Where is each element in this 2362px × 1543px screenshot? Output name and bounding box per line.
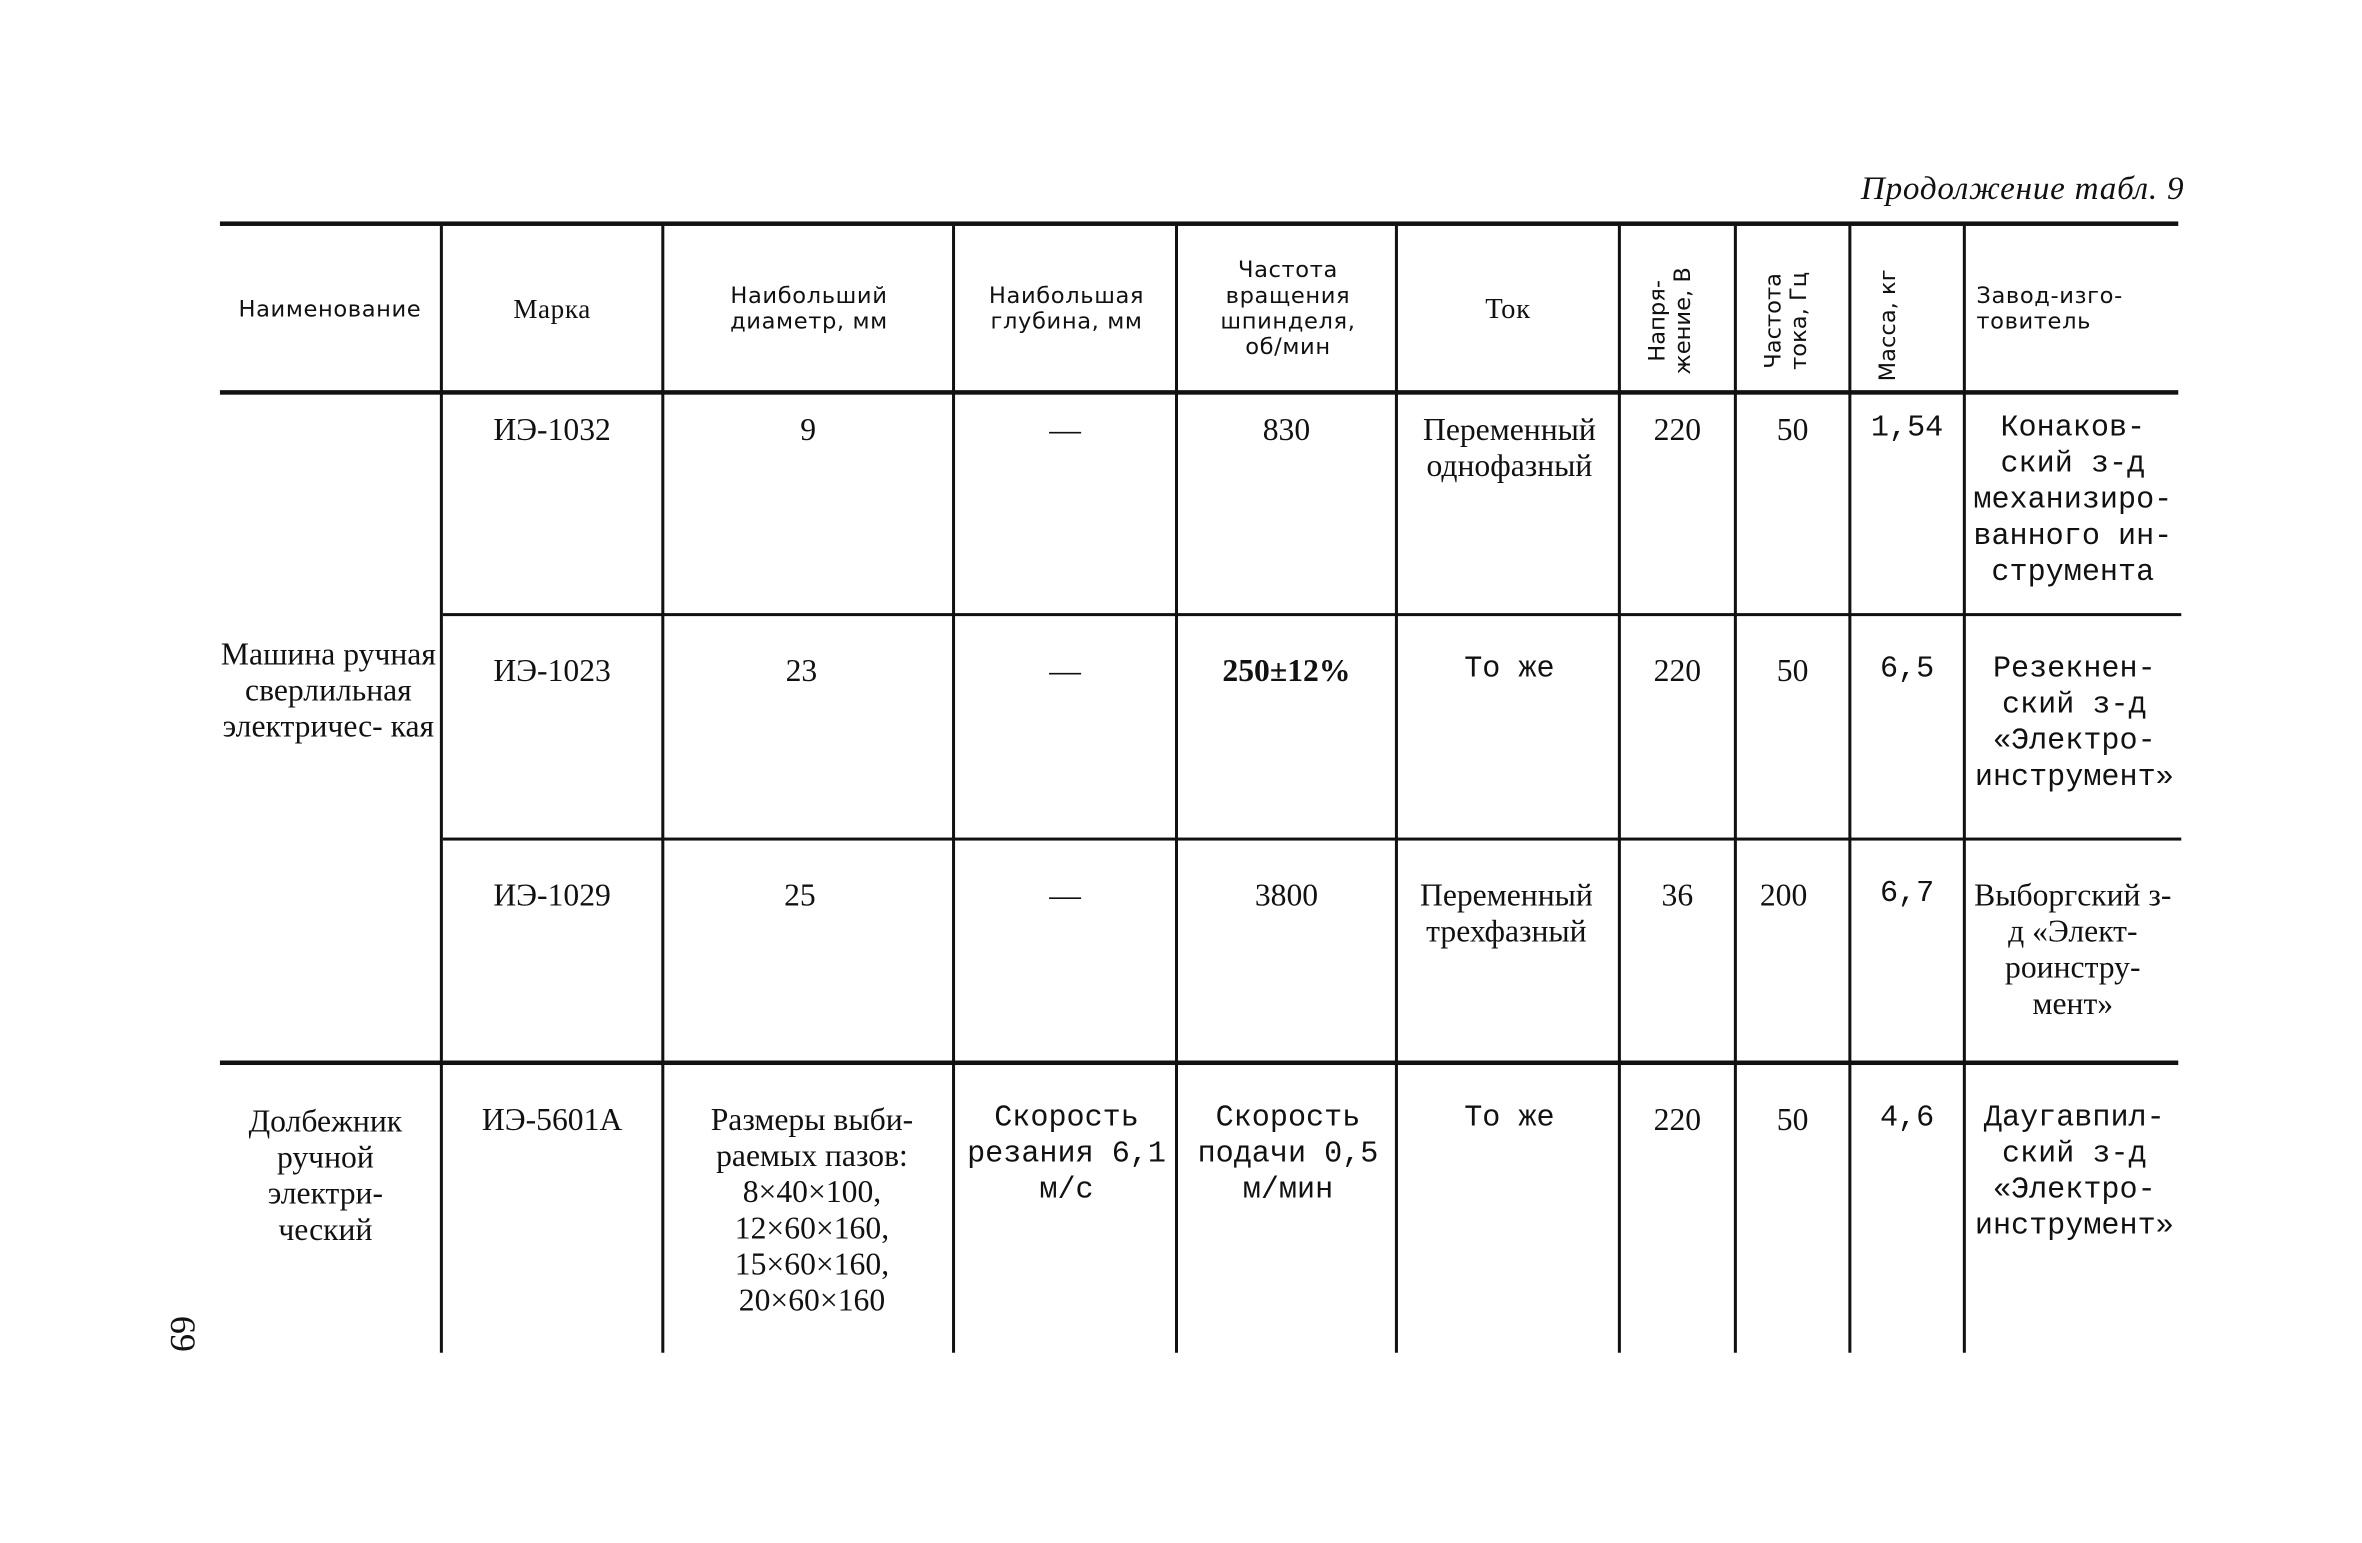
cell-frequency: 200: [1759, 876, 1808, 913]
column-divider: [1734, 226, 1737, 1353]
column-divider: [1848, 226, 1851, 1353]
cell-brand: ИЭ-1023: [493, 652, 611, 689]
header-depth: Наибольшая глубина, мм: [988, 281, 1145, 335]
group-name: Долбежник ручной электри- ческий: [248, 1102, 403, 1248]
header-diameter: Наибольший диаметр, мм: [730, 281, 888, 335]
header-mass: Масса, кг: [1873, 269, 1902, 382]
cell-mass: 6,5: [1879, 652, 1935, 687]
cell-depth: —: [1049, 652, 1081, 689]
header-frequency: Частота тока, Гц: [1759, 271, 1813, 370]
cell-brand: ИЭ-1029: [493, 876, 611, 913]
group-divider: [220, 1061, 2178, 1066]
cell-depth: —: [1049, 411, 1081, 448]
cell-depth: —: [1049, 876, 1081, 913]
header-current: Ток: [1485, 292, 1531, 325]
cell-voltage: 36: [1661, 876, 1694, 913]
group-name: Машина ручная сверлильная электричес- кая: [220, 635, 436, 745]
cell-mass: 4,6: [1879, 1101, 1935, 1136]
column-divider: [661, 226, 664, 1353]
header-speed: Частота вращения шпинделя, об/мин: [1220, 256, 1356, 361]
cell-speed: 3800: [1254, 876, 1319, 913]
cell-mass: 1,54: [1870, 411, 1944, 446]
table-top-rule: [220, 221, 2178, 226]
cell-speed: 830: [1262, 411, 1311, 448]
cell-diameter: Размеры выби- раемых пазов: 8×40×100, 12×60×160, 15×60×160, 20×60×160: [710, 1101, 914, 1319]
cell-current: То же: [1464, 1101, 1555, 1136]
cell-speed: 250±12%: [1222, 652, 1351, 689]
row-divider: [443, 838, 2181, 841]
cell-frequency: 50: [1776, 652, 1809, 689]
cell-current: Переменный однофазный: [1422, 411, 1596, 484]
header-voltage: Напря- жение, В: [1643, 267, 1697, 375]
cell-maker: Конаков- ский з-д механизиро- ванного ин- струмента: [1973, 411, 2173, 591]
cell-speed: Скорость подачи 0,5 м/мин: [1197, 1101, 1379, 1209]
cell-voltage: 220: [1653, 652, 1702, 689]
cell-diameter: 25: [784, 876, 816, 913]
cell-maker: Даугавпил- ский з-д «Электро- инструмент»: [1974, 1101, 2174, 1245]
table-caption: Продолжение табл. 9: [1860, 168, 2185, 207]
cell-frequency: 50: [1776, 1101, 1809, 1138]
column-divider: [440, 226, 443, 1353]
cell-frequency: 50: [1776, 411, 1809, 448]
cell-diameter: 23: [785, 652, 818, 689]
column-divider: [1963, 226, 1966, 1353]
column-divider: [1618, 226, 1621, 1353]
header-brand: Марка: [513, 292, 591, 324]
cell-voltage: 220: [1653, 1101, 1702, 1138]
cell-voltage: 220: [1653, 411, 1702, 448]
cell-brand: ИЭ-1032: [493, 411, 611, 448]
cell-brand: ИЭ-5601А: [481, 1101, 623, 1138]
header-maker: Завод-изго- товитель: [1976, 281, 2123, 335]
cell-maker: Выборгский з-д «Элект- роинстру- мент»: [1974, 876, 2172, 1022]
column-divider: [1395, 226, 1398, 1353]
cell-depth: Скорость резания 6,1 м/с: [967, 1101, 1166, 1209]
cell-diameter: 9: [800, 411, 817, 448]
page-number: 69: [161, 1315, 202, 1352]
cell-current: То же: [1464, 652, 1555, 687]
row-divider: [443, 613, 2181, 616]
header-name: Наименование: [238, 294, 422, 322]
cell-mass: 6,7: [1879, 876, 1935, 912]
cell-current: Переменный трехфазный: [1419, 876, 1593, 950]
column-divider: [952, 226, 955, 1353]
cell-maker: Резекнен- ский з-д «Электро- инструмент»: [1974, 652, 2174, 796]
column-divider: [1175, 226, 1178, 1353]
